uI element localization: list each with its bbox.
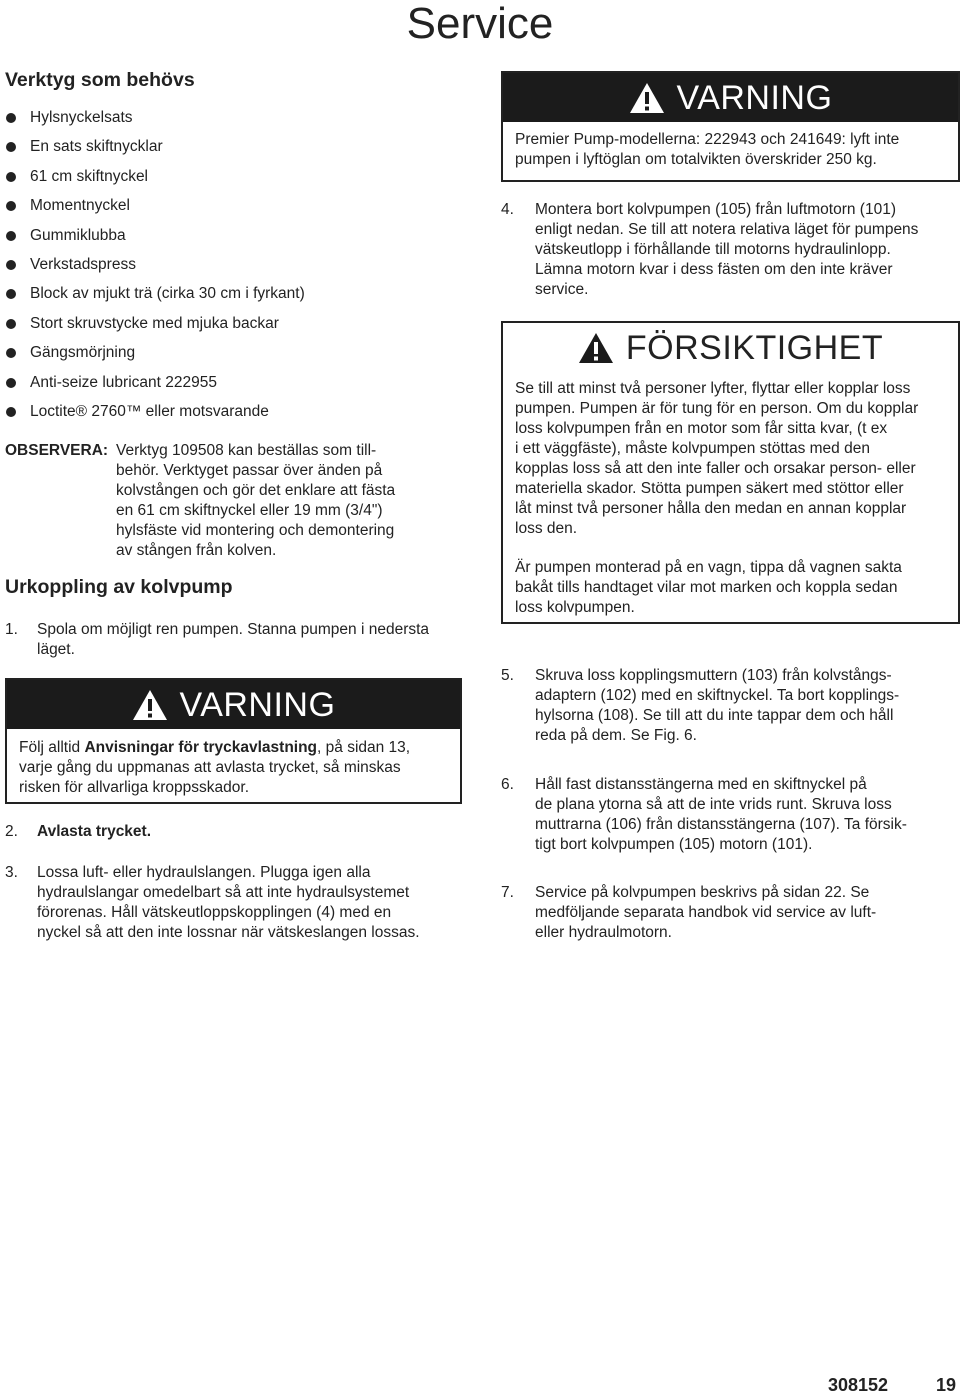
list-item: En sats skiftnycklar (5, 137, 457, 166)
list-item: Hylsnyckelsats (5, 108, 457, 137)
list-item: Gängsmörjning (5, 343, 457, 372)
warning-triangle-icon (629, 82, 665, 114)
note-label: OBSERVERA: (5, 442, 109, 459)
bullet-icon (6, 142, 16, 152)
disconnect-heading: Urkoppling av kolvpump (5, 576, 233, 598)
list-item: Gummiklubba (5, 226, 457, 255)
page-title: Service (406, 0, 554, 48)
caution-box (501, 321, 960, 624)
note-text: Verktyg 109508 kan beställas som till- behör. Verktyget passar över änden på kolvstången och gör det enklare att fästa en 61 cm skiftnyckel eller 19 mm (3/4") hylsfäste vid montering och demontering av stången från kolven. (116, 442, 396, 559)
warning-text: Premier Pump-modellerna: 222943 och 241649: lyft inte pumpen i lyftöglan om totalvikten överskrider 250 kg. (515, 131, 900, 168)
step-5: 5. Skruva loss kopplingsmuttern (103) från kolvstångs- adaptern (102) med en skiftnyckel. Ta bort kopplings- hylsorna (108). Se till att du inte tappar dem och håll reda på dem. Se Fig. 6. (501, 667, 900, 744)
bullet-icon (6, 289, 16, 299)
warning-header: VARNING (7, 680, 460, 729)
step-6: 6. Håll fast distansstängerna med en skiftnyckel på de plana ytorna så att de inte vrids runt. Skruva loss muttrarna (106) från distansstängerna (107). Ta försik- tigt bort kolvpumpen (105) motorn (101). (501, 776, 907, 853)
list-item: Verkstadspress (5, 255, 457, 284)
bullet-icon (6, 319, 16, 329)
list-item: 61 cm skiftnyckel (5, 167, 457, 196)
warning-triangle-icon (578, 332, 614, 364)
step-4: 4. Montera bort kolvpumpen (105) från luftmotorn (101) enligt nedan. Se till att notera relativa läget för pumpens vätskeutlopp i förhållande till motorns hydraulinlopp. Lämna motorn kvar i dess fästen om den inte kräver service. (501, 201, 919, 298)
tools-heading: Verktyg som behövs (5, 69, 195, 91)
step-7: 7. Service på kolvpumpen beskrivs på sidan 22. Se medföljande separata handbok vid service av luft- eller hydraulmotorn. (501, 884, 877, 941)
page-number: 19 (936, 1375, 957, 1395)
step-1: 1. Spola om möjligt ren pumpen. Stanna pumpen i nedersta läget. (5, 621, 430, 658)
bullet-icon (6, 348, 16, 358)
bullet-icon (6, 378, 16, 388)
bullet-icon (6, 407, 16, 417)
warning-header: VARNING (503, 73, 958, 122)
bullet-icon (6, 260, 16, 270)
list-item: Momentnyckel (5, 196, 457, 225)
list-item: Loctite® 2760™ eller motsvarande (5, 402, 457, 431)
warning-box-weight (501, 71, 960, 182)
bullet-icon (6, 231, 16, 241)
warning-triangle-icon (132, 689, 168, 721)
caution-text: Se till att minst två personer lyfter, flyttar eller kopplar loss pumpen. Pumpen är för tung för en person. Om du kopplar loss kolvpumpen från en motor som får sitta kvar, (t ex i ett väggfäste), måste kolvpumpen stöttas med den kopplas loss så att den inte faller och orsakar person- eller materiella skador. Stötta pumpen säkert med stöttor eller låt minst två personer hålla den medan en annan kopplar loss den. Är pumpen monterad på en vagn, tippa då vagnen sakta bakåt tills handtaget vilar mot marken och koppla sedan loss kolvpumpen. (515, 380, 919, 616)
list-item: Anti-seize lubricant 222955 (5, 373, 457, 402)
tools-list (5, 108, 457, 431)
step-3: 3. Lossa luft- eller hydraulslangen. Plugga igen alla hydraulslangar omedelbart så att inte hydraulsystemet förorenas. Håll vätskeutloppskopplingen (4) med en nyckel så att den inte lossnar när vätskeslangen lossas. (5, 864, 420, 941)
bullet-icon (6, 201, 16, 211)
list-item: Block av mjukt trä (cirka 30 cm i fyrkant) (5, 284, 457, 313)
caution-header: FÖRSIKTIGHET (503, 323, 958, 373)
bullet-icon (6, 113, 16, 123)
bullet-icon (6, 172, 16, 182)
warning-box-pressure (5, 678, 462, 804)
document-number: 308152 (828, 1375, 889, 1395)
warning-text: Följ alltid Anvisningar för tryckavlastning, på sidan 13, varje gång du uppmanas att avlasta trycket, så minskas risken för allvarliga kroppsskador. (19, 739, 411, 796)
step-2: 2. Avlasta trycket. (5, 823, 152, 840)
list-item: Stort skruvstycke med mjuka backar (5, 314, 457, 343)
